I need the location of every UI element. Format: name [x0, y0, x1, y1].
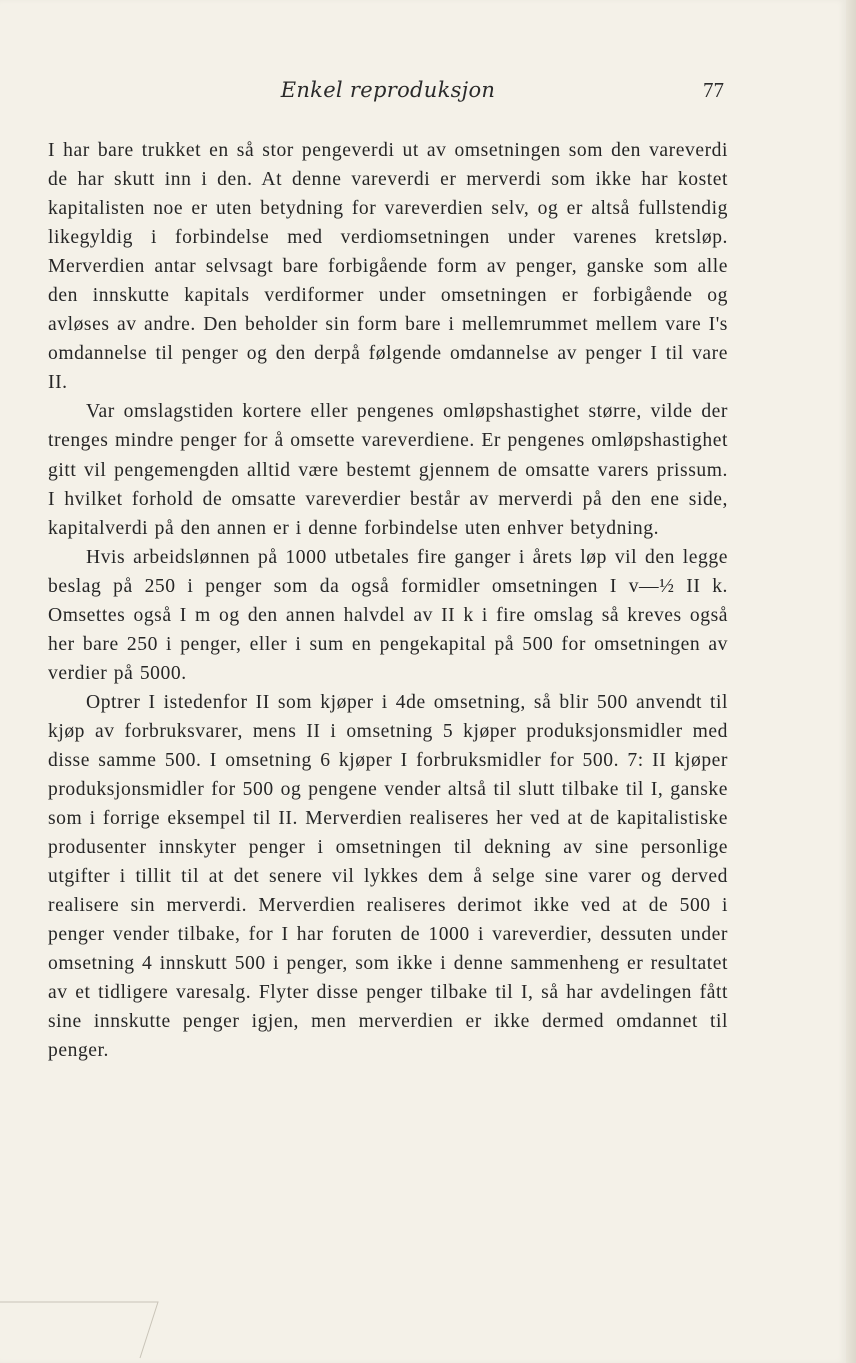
paragraph-4: Optrer I istedenfor II som kjøper i 4de omsetning, så blir 500 anvendt til kjøp av forbruksvarer, mens II i omsetning 5 kjøper produksjonsmidler med disse samme 500. I omsetning 6 kjøper I forbruksmidler for 500. 7: II kjøper produksjonsmidler for 500 og pengene vender altså til slutt tilbake til I, ganske som i forrige eksempel til II. Merverdien realiseres her ved at de kapitalistiske produsenter innskyter penger i omsetningen til dekning av sine personlige utgifter i tillit til at det senere vil lykkes dem å selge sine varer og derved realisere sin merverdi. Merverdien realiseres derimot ikke ved at de 500 i penger vender tilbake, for I har foruten de 1000 i vareverdier, dessuten under omsetning 4 innskutt 500 i penger, som ikke i denne sammenheng er resultatet av et tidligere varesalg. Flyter disse penger tilbake til I, så har avdelingen fått sine innskutte penger igjen, men merverdien er ikke dermed omdannet til penger.: [48, 691, 728, 1062]
paragraph-2: Var omslagstiden kortere eller pengenes omløpshastighet større, vilde der trenges mindre penger for å omsette vareverdiene. Er pengenes omløpshastighet gitt vil pengemengden alltid være bestemt gjennem de omsatte varers prissum. I hvilket forhold de omsatte vareverdier består av merverdi på den ene side, kapitalverdi på den annen er i denne forbindelse uten enhver betydning.: [48, 401, 728, 539]
body-text: [48, 136, 728, 1066]
paper-crease-mark: [0, 1300, 170, 1360]
running-title: Enkel reproduksjon: [280, 78, 496, 102]
page-number: 77: [703, 78, 724, 102]
page-edge: [846, 0, 856, 1363]
page-header: [48, 78, 728, 110]
paragraph-1: I har bare trukket en så stor pengeverdi ut av omsetningen som den vareverdi de har skutt inn i den. At denne vareverdi er merverdi som ikke har kostet kapitalisten noe er uten betydning for vareverdien selv, og er altså fullstendig likegyldig i forbindelse med verdiomsetningen under varenes kretsløp. Merverdien antar selvsagt bare forbigående form av penger, ganske som alle den innskutte kapitals verdiformer under omsetningen er forbigående og avløses av andre. Den beholder sin form bare i mellemrummet mellem vare I's omdannelse til penger og den derpå følgende omdannelse av penger I til vare II.: [48, 140, 728, 394]
paragraph-3: Hvis arbeidslønnen på 1000 utbetales fire ganger i årets løp vil den legge beslag på 250 i penger som da også formidler omsetningen I v—½ II k. Omsettes også I m og den annen halvdel av II k i fire omslag så kreves også her bare 250 i penger, eller i sum en pengekapital på 500 for omsetningen av verdier på 5000.: [48, 546, 728, 684]
